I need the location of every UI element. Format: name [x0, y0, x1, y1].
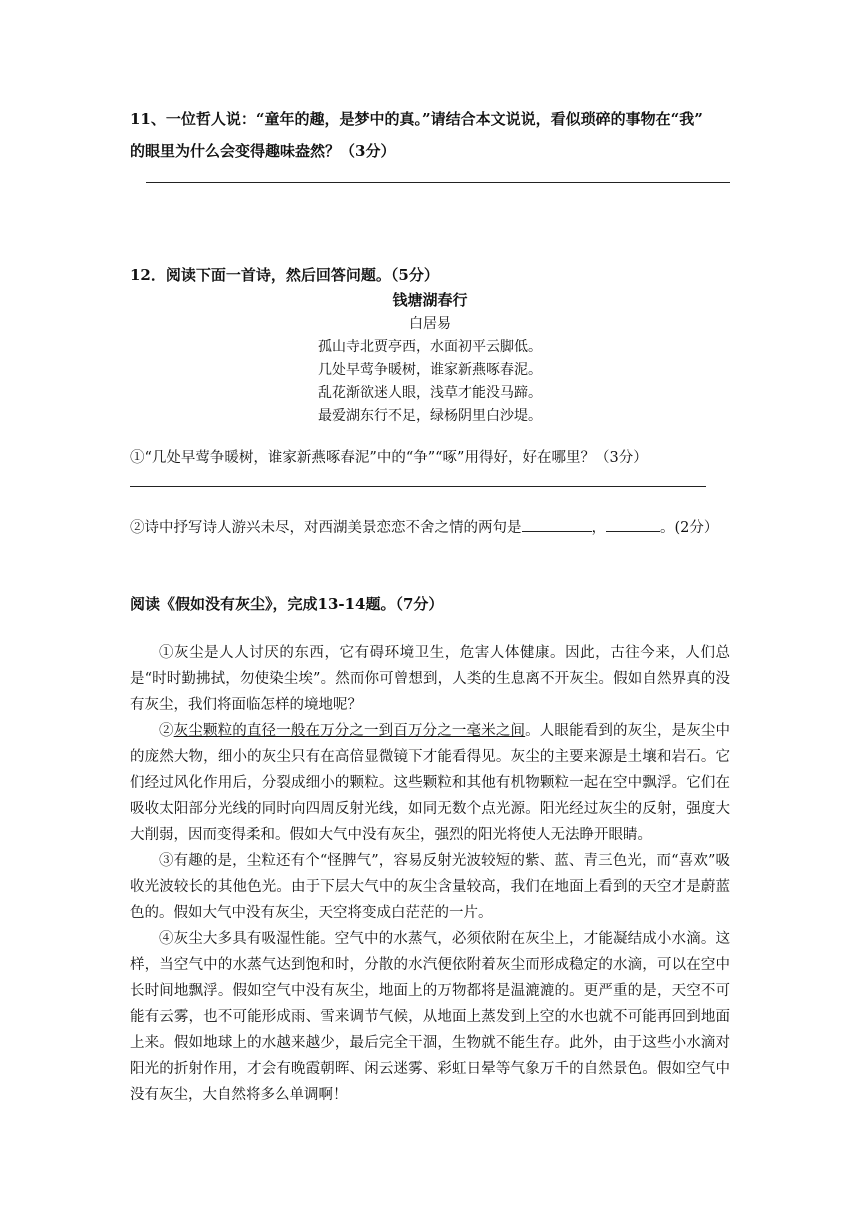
q11-text-line1: 11、一位哲人说：“童年的趣，是梦中的真。”请结合本文说说，看似琐碎的事物在“我”	[130, 110, 703, 128]
poem-line-2: 几处早莺争暖树，谁家新燕啄春泥。	[318, 362, 542, 378]
q11-text-line2: 的眼里为什么会变得趣味盎然？（3分）	[130, 142, 396, 160]
q12-sub2-blank-2[interactable]	[606, 517, 660, 532]
q12-sub2-prefix: ②诗中抒写诗人游兴未尽，对西湖美景恋恋不舍之情的两句是	[130, 520, 522, 536]
poem-author: 白居易	[409, 316, 451, 332]
paragraph-2	[130, 718, 730, 848]
q12-sub2	[130, 516, 718, 537]
paragraph-2-rest: 。人眼能看到的灰尘，是灰尘中的庞然大物，细小的灰尘只有在高倍显微镜下才能看得见。灰尘的主要来源是土壤和岩石。它们经过风化作用后，分裂成细小的颗粒。这些颗粒和其他有机物颗粒一起在空中飘浮。它们在吸收太阳部分光线的同时向四周反射光线，如同无数个点光源。阳光经过灰尘的反射，强度大大削弱，因而变得柔和。假如大气中没有灰尘，强烈的阳光将使人无法睁开眼睛。	[130, 723, 731, 843]
paragraph-1: ①灰尘是人人讨厌的东西，它有碍环境卫生，危害人体健康。因此，古往今来，人们总是“时时勤拂拭，勿使染尘埃”。然而你可曾想到，人类的生息离不开灰尘。假如自然界真的没有灰尘，我们将面临怎样的境地呢？	[130, 645, 730, 713]
reading-header: 阅读《假如没有灰尘》，完成13-14题。（7分）	[130, 595, 444, 613]
poem-line-3: 乱花渐欲迷人眼，浅草才能没马蹄。	[318, 385, 542, 401]
q11-answer-line[interactable]	[146, 182, 730, 183]
poem-title: 钱塘湖春行	[392, 291, 468, 309]
paragraph-4: ④灰尘大多具有吸湿性能。空气中的水蒸气，必须依附在灰尘上，才能凝结成小水滴。这样，当空气中的水蒸气达到饱和时，分散的水汽便依附着灰尘而形成稳定的水滴，可以在空中长时间地飘浮。假如空气中没有灰尘，地面上的万物都将是温漉漉的。更严重的是，天空不可能有云雾，也不可能形成雨、雪来调节气候，从地面上蒸发到上空的水也就不可能再回到地面上来。假如地球上的水越来越少，最后完全干涸，生物就不能生存。此外，由于这些小水滴对阳光的折射作用，才会有晚霞朝晖、闲云迷雾、彩虹日晕等气象万千的自然景色。假如空气中没有灰尘，大自然将多么单调啊！	[130, 931, 730, 1103]
q12-sub2-separator: ，	[591, 520, 606, 536]
poem-line-4: 最爱湖东行不足，绿杨阴里白沙堤。	[318, 408, 542, 424]
q12-sub1-answer-line[interactable]	[130, 486, 706, 487]
paragraph-3: ③有趣的是，尘粒还有个“怪脾气”，容易反射光波较短的紫、蓝、青三色光，而“喜欢”吸收光波较长的其他色光。由于下层大气中的灰尘含量较高，我们在地面上看到的天空才是蔚蓝色的。假如大气中没有灰尘，天空将变成白茫茫的一片。	[130, 853, 730, 921]
paragraph-2-number: ②	[159, 723, 174, 739]
q12-sub2-blank-1[interactable]	[522, 517, 592, 532]
q12-header: 12．阅读下面一首诗，然后回答问题。（5分）	[130, 266, 439, 284]
q12-sub2-suffix: 。(2分）	[660, 520, 719, 536]
poem-line-1: 孤山寺北贾亭西，水面初平云脚低。	[318, 339, 542, 355]
paragraph-2-underlined-sentence: 灰尘颗粒的直径一般在万分之一到百万分之一毫米之间	[173, 723, 526, 739]
q12-sub1: ①“几处早莺争暖树，谁家新燕啄春泥”中的“争”“啄”用得好，好在哪里？（3分）	[130, 450, 648, 466]
reading-passage	[130, 640, 730, 1108]
